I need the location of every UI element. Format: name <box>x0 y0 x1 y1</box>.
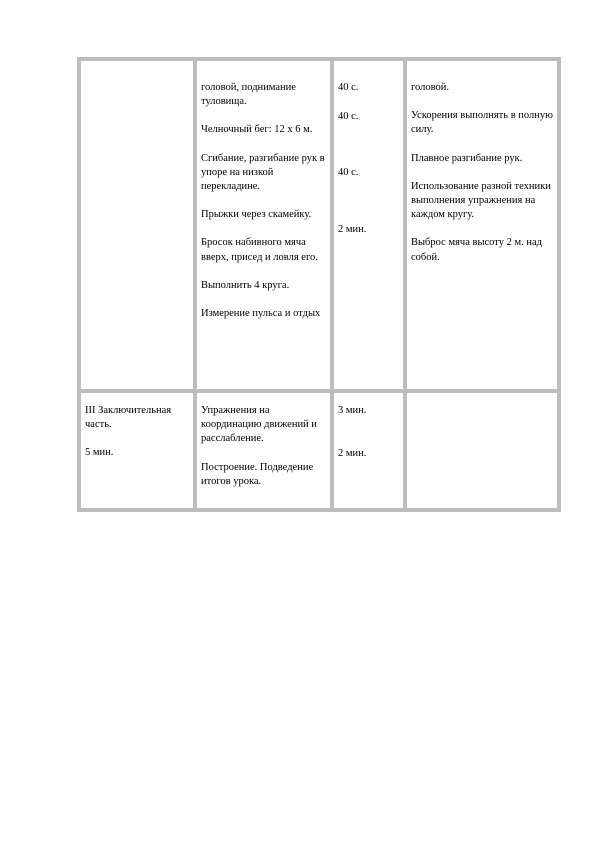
exercise-text: Упражнения на координацию движений и расслабление. <box>201 405 317 445</box>
exercise-cell <box>195 391 332 510</box>
notes-cell <box>405 391 559 510</box>
duration-text: 40 с. <box>338 167 359 179</box>
table-row <box>79 59 559 391</box>
exercise-text: Прыжки через скамейку. <box>201 209 312 221</box>
exercise-text: Челночный бег: 12 х 6 м. <box>201 124 313 136</box>
notes-text: головой. <box>411 82 450 93</box>
exercise-cell <box>195 59 332 391</box>
duration-cell <box>332 59 405 391</box>
exercise-text: головой, поднимание туловища. <box>201 82 296 108</box>
exercise-text: Сгибание, разгибание рук в упоре на низкой перекладине. <box>201 152 325 193</box>
exercise-text: Измерение пульса и отдых <box>201 308 321 320</box>
notes-text: Ускорения выполнять в полную силу. <box>411 110 553 136</box>
notes-text: Выброс мяча высоту 2 м. над собой. <box>411 237 542 263</box>
lesson-plan-table <box>77 57 561 512</box>
section-cell <box>79 59 195 391</box>
duration-text: 40 с. <box>338 111 359 123</box>
notes-text: Плавное разгибание рук. <box>411 152 523 164</box>
table-row <box>79 391 559 510</box>
duration-cell <box>332 391 405 510</box>
section-duration: 5 мин. <box>85 447 114 459</box>
duration-text: 40 с. <box>338 82 359 93</box>
duration-text: 3 мин. <box>338 405 367 416</box>
duration-text: 2 мин. <box>338 448 367 460</box>
exercise-text: Выполнить 4 круга. <box>201 279 290 291</box>
duration-text: 2 мин. <box>338 223 367 235</box>
exercise-text: Построение. Подведение итогов урока. <box>201 461 314 487</box>
notes-cell <box>405 59 559 391</box>
notes-text: Использование разной техники выполнения упражнения на каждом кругу. <box>411 180 551 221</box>
section-title: III Заключительная часть. <box>85 405 172 431</box>
exercise-text: Бросок набивного мяча вверх, присед и ловля его. <box>201 237 318 263</box>
section-cell <box>79 391 195 510</box>
